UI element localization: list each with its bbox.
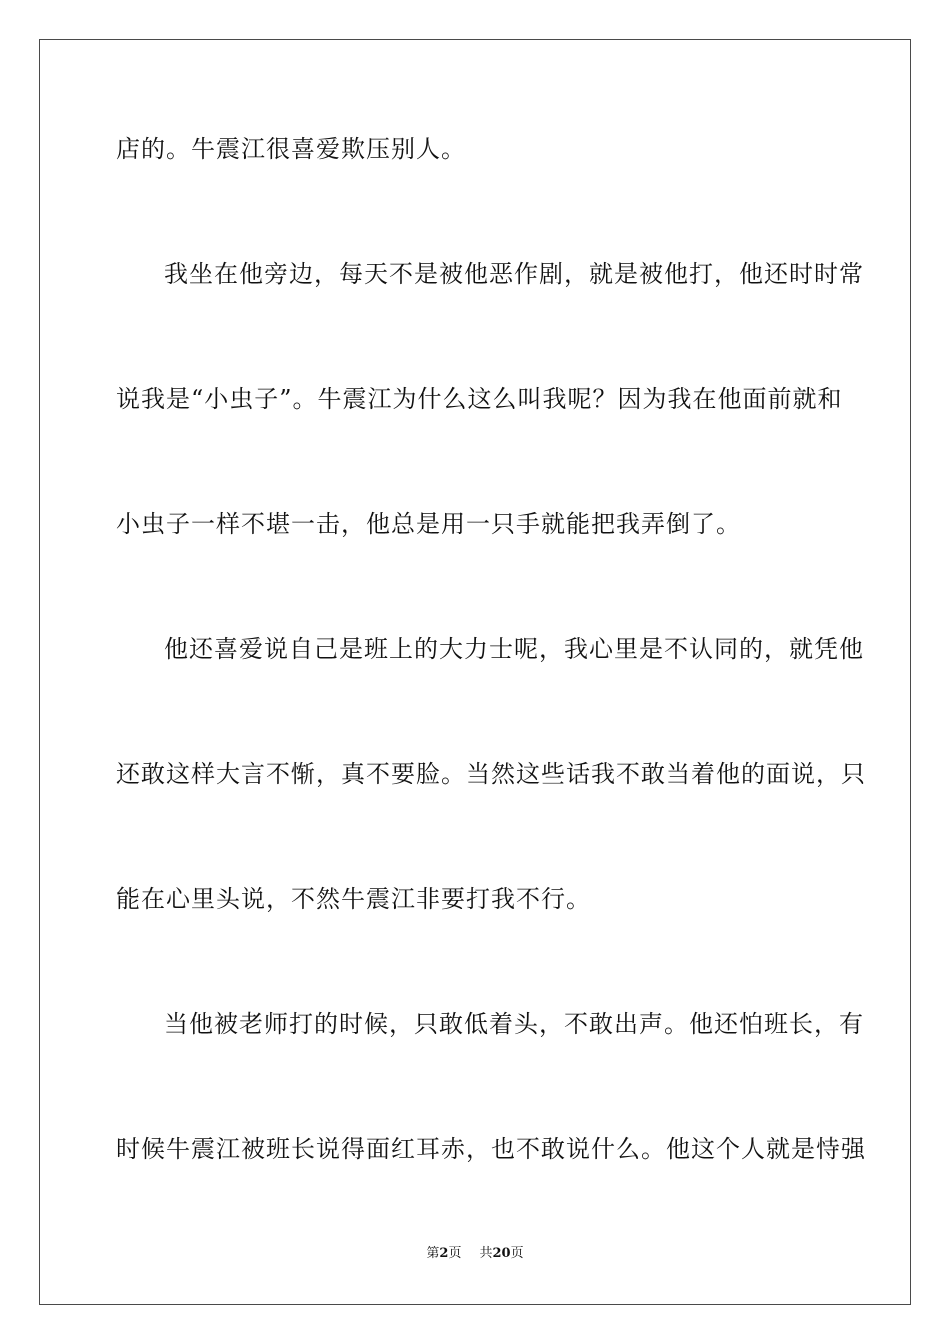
text-line-4: 小虫子一样不堪一击，他总是用一只手就能把我弄倒了。 [116,510,741,538]
total-prefix: 共 [479,1246,493,1261]
text-line-3: 说我是“小虫子”。牛震江为什么这么叫我呢？因为我在他面前就和 [116,385,843,413]
text-line-8: 当他被老师打的时候，只敢低着头，不敢出声。他还怕班长，有 [164,1010,864,1038]
text-line-1: 店的。牛震江很喜爱欺压别人。 [116,135,466,163]
total-suffix: 页 [510,1246,524,1261]
text-line-9: 时候牛震江被班长说得面红耳赤，也不敢说什么。他这个人就是恃强 [116,1135,866,1163]
text-line-7: 能在心里头说，不然牛震江非要打我不行。 [116,885,591,913]
page-footer [0,1245,950,1263]
page-number: 2 [439,1246,449,1261]
text-line-2: 我坐在他旁边，每天不是被他恶作剧，就是被他打，他还时时常 [164,260,864,288]
page-border [39,39,911,1305]
text-line-6: 还敢这样大言不惭，真不要脸。当然这些话我不敢当着他的面说，只 [116,760,866,788]
text-line-5: 他还喜爱说自己是班上的大力士呢，我心里是不认同的，就凭他 [164,635,864,663]
page-suffix: 页 [448,1246,462,1261]
total-pages: 20 [492,1246,511,1261]
page-prefix: 第 [426,1246,440,1261]
